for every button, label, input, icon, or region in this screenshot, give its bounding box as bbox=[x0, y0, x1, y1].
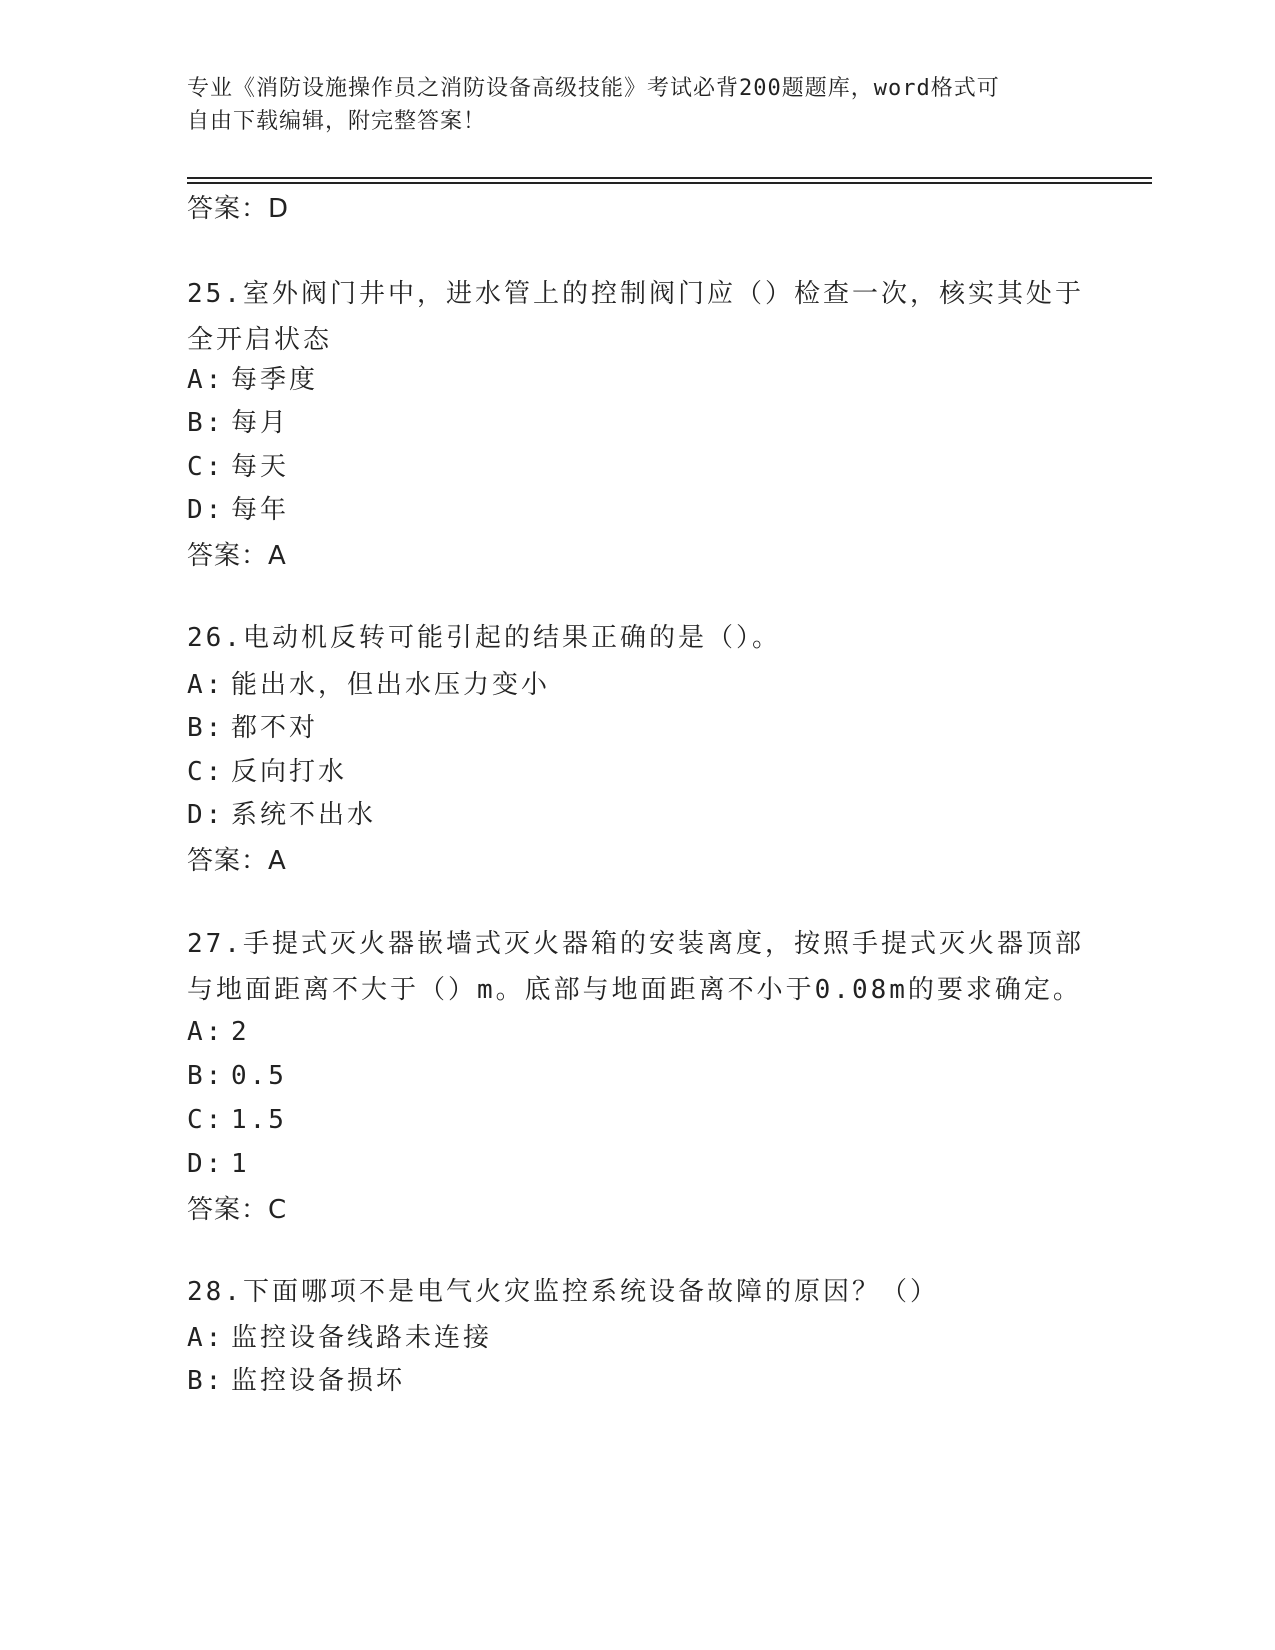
header-line-1: 专业《消防设施操作员之消防设备高级技能》考试必背200题题库，word格式可 bbox=[187, 76, 1000, 101]
question-text: 26.电动机反转可能引起的结果正确的是（）。 bbox=[187, 623, 781, 653]
question-25 bbox=[187, 271, 1087, 363]
question-text: 与地面距离不大于（）m。底部与地面距离不小于0.08m的要求确定。 bbox=[187, 975, 1082, 1005]
option-text: 都不对 bbox=[231, 713, 319, 743]
option-text: 监控设备损坏 bbox=[231, 1366, 406, 1396]
question-text: 25.室外阀门井中，进水管上的控制阀门应（）检查一次，核实其处于 bbox=[187, 279, 1084, 309]
option-label: C: bbox=[187, 757, 225, 787]
option-label: B: bbox=[187, 1061, 225, 1091]
option-c bbox=[187, 1104, 287, 1136]
option-d bbox=[187, 1148, 250, 1180]
question-text: 全开启状态 bbox=[187, 325, 333, 355]
question-text: 27.手提式灭火器嵌墙式灭火器箱的安装离度，按照手提式灭火器顶部 bbox=[187, 929, 1084, 959]
document-header bbox=[187, 72, 1067, 138]
option-label: C: bbox=[187, 1105, 225, 1135]
option-text: 1 bbox=[231, 1149, 250, 1179]
option-label: C: bbox=[187, 452, 225, 482]
option-a bbox=[187, 669, 550, 701]
previous-answer: 答案：D bbox=[187, 194, 290, 224]
option-label: B: bbox=[187, 408, 225, 438]
question-27 bbox=[187, 921, 1087, 1013]
option-b bbox=[187, 1365, 405, 1397]
header-line-2: 自由下载编辑，附完整答案！ bbox=[187, 109, 487, 134]
option-text: 1.5 bbox=[231, 1105, 287, 1135]
header-rule-bottom bbox=[187, 182, 1152, 184]
option-d bbox=[187, 799, 376, 831]
option-text: 系统不出水 bbox=[231, 800, 377, 830]
option-label: D: bbox=[187, 800, 225, 830]
option-a bbox=[187, 1016, 250, 1048]
option-d bbox=[187, 494, 289, 526]
option-label: A: bbox=[187, 1323, 225, 1353]
question-text: 28.下面哪项不是电气火灾监控系统设备故障的原因？（） bbox=[187, 1277, 939, 1307]
option-text: 每季度 bbox=[231, 365, 319, 395]
answer-26: 答案：A bbox=[187, 846, 287, 876]
option-label: D: bbox=[187, 495, 225, 525]
option-label: A: bbox=[187, 365, 225, 395]
option-text: 能出水，但出水压力变小 bbox=[231, 670, 551, 700]
option-text: 监控设备线路未连接 bbox=[231, 1323, 493, 1353]
option-a bbox=[187, 364, 318, 396]
header-rule-top bbox=[187, 177, 1152, 179]
option-text: 2 bbox=[231, 1017, 250, 1047]
option-c bbox=[187, 756, 347, 788]
answer-25: 答案：A bbox=[187, 541, 287, 571]
option-label: A: bbox=[187, 1017, 225, 1047]
option-label: A: bbox=[187, 670, 225, 700]
option-label: D: bbox=[187, 1149, 225, 1179]
option-b bbox=[187, 407, 289, 439]
option-text: 每年 bbox=[231, 495, 290, 525]
option-text: 每月 bbox=[231, 408, 290, 438]
option-text: 反向打水 bbox=[231, 757, 348, 787]
option-text: 0.5 bbox=[231, 1061, 287, 1091]
option-c bbox=[187, 451, 289, 483]
option-b bbox=[187, 712, 318, 744]
option-text: 每天 bbox=[231, 452, 290, 482]
option-a bbox=[187, 1322, 492, 1354]
option-b bbox=[187, 1060, 287, 1092]
option-label: B: bbox=[187, 713, 225, 743]
answer-27: 答案：C bbox=[187, 1195, 288, 1225]
question-28 bbox=[187, 1269, 1087, 1315]
question-26 bbox=[187, 615, 1087, 661]
option-label: B: bbox=[187, 1366, 225, 1396]
